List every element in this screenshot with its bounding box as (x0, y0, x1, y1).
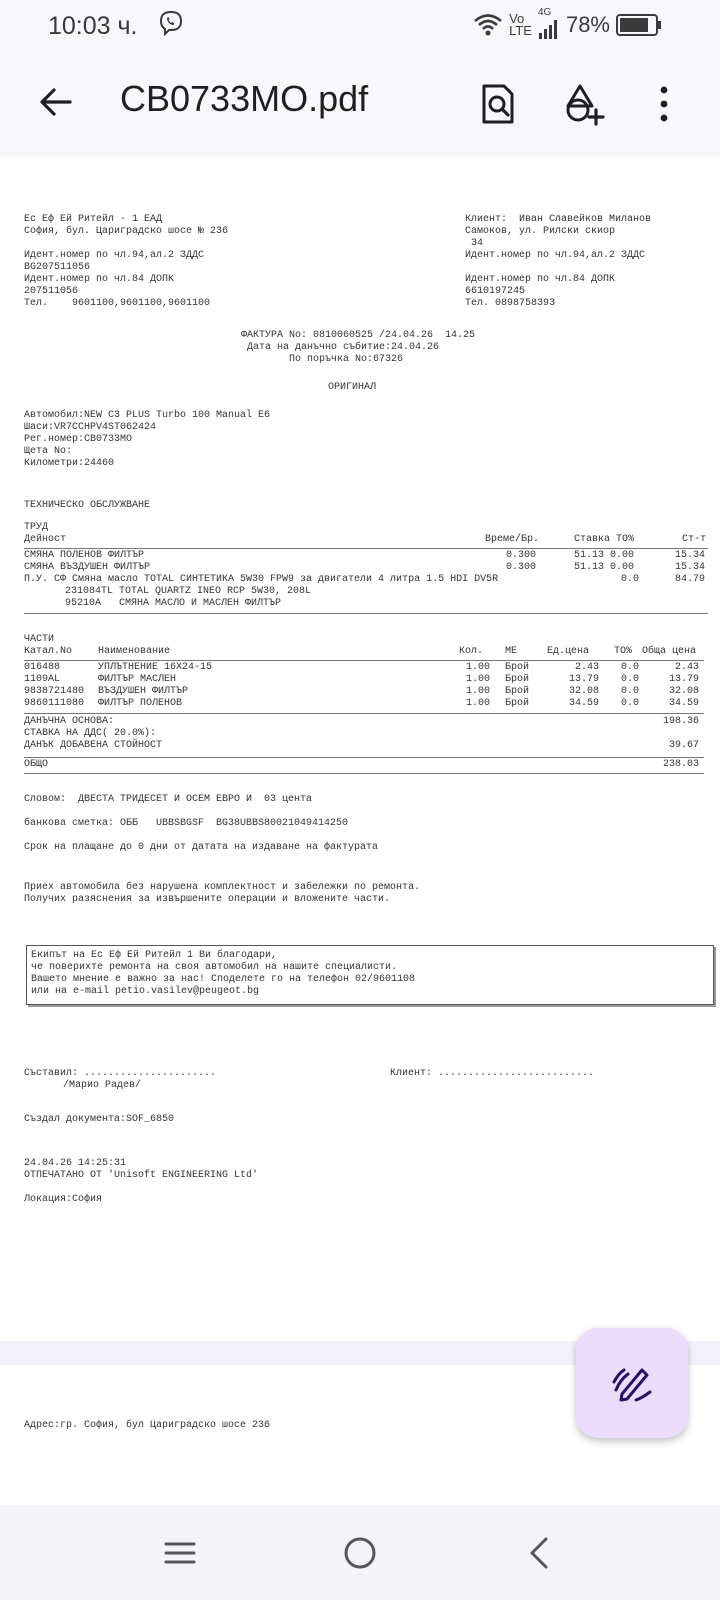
payment-term: Срок на плащане до 0 дни от датата на издаване на фактурата (24, 842, 379, 853)
feedback-line: че поверихте ремонта на своя автомобил на нашите специалисти. (31, 962, 398, 973)
pen-annotate-icon (610, 1360, 656, 1406)
battery-icon (616, 13, 662, 37)
parts-row-total: 34.59 (669, 698, 700, 709)
parts-row-name: ФИЛТЪР ПОЛЕНОВ (98, 698, 183, 709)
client-id: 6610197245 (465, 286, 526, 297)
labor-row-rate: 0.0 (621, 574, 640, 585)
parts-header-to: ТО% (614, 646, 633, 657)
seller-id-label: Идент.номер по чл.84 ДОПК (24, 274, 175, 285)
client-signature: Клиент: .......................... (390, 1068, 595, 1079)
seller-address: София, бул. Цариградско шосе № 236 (24, 226, 229, 237)
parts-row-name: УПЛЪТНЕНИЕ 16X24-15 (98, 662, 213, 673)
feedback-line: Екипът на Ес Еф Ей Ритейл 1 Ви благодари, (31, 950, 278, 961)
page2-address: Адрес:гр. София, бул Цариградско шосе 236 (24, 1420, 271, 1431)
invoice-order: По поръчка No:67326 (289, 354, 404, 365)
totals-rule (24, 757, 704, 758)
parts-title: ЧАСТИ (24, 634, 55, 645)
seller-vat: BG207511056 (24, 262, 91, 273)
parts-row-name: ФИЛТЪР МАСЛЕН (98, 674, 177, 685)
search-document-icon[interactable] (478, 82, 518, 126)
vehicle-reg: Рег.номер:CB0733MO (24, 434, 133, 445)
viber-icon (158, 10, 184, 36)
vehicle-chassis: Шаси:VR7CCHPV4ST062424 (24, 422, 157, 433)
received-note: Получих разяснения за извършените операции и вложените части. (24, 894, 391, 905)
signal-indicator (537, 7, 560, 39)
total-label: ОБЩО (24, 759, 49, 770)
parts-row-total: 2.43 (675, 662, 700, 673)
parts-row-unit: Брой (505, 662, 530, 673)
seller-id: 207511056 (24, 286, 79, 297)
tax-base-value: 198.36 (663, 716, 700, 727)
vehicle-brushes: Щета No: (24, 446, 73, 457)
feedback-line: Вашето мнение е важно за нас! Споделете го на телефон 02/9601108 (31, 974, 416, 985)
labor-row-rate: 51.13 0.00 (574, 562, 635, 573)
client-name: Клиент: Иван Славейков Миланов (465, 214, 652, 225)
add-shape-icon[interactable] (564, 82, 608, 126)
labor-row-name: П.У. СФ Смяна масло TOTAL СИНТЕТИКА 5W30 FPW9 за двигатели 4 литра 1.5 HDI DV5R (24, 574, 499, 585)
service-title: ТЕХНИЧЕСКО ОБСЛУЖВАНЕ (24, 500, 151, 511)
parts-row-price: 2.43 (575, 662, 600, 673)
client-id-label: Идент.номер по чл.84 ДОПК (465, 274, 616, 285)
network-vo: Vo (509, 11, 525, 26)
client-address1: Самоков, ул. Рилски скиор (465, 226, 616, 237)
document-title: CB0733MO.pdf (120, 78, 369, 119)
total-bottom-rule (24, 773, 704, 774)
client-phone: Тел. 0898758393 (465, 298, 556, 309)
parts-header-name: Наименование (98, 646, 171, 657)
network-gen: 4G (537, 7, 552, 18)
invoice-number: ФАКТУРА No: 0810060525 /24.04.26 14.25 (241, 330, 476, 341)
total-value: 238.03 (663, 759, 700, 770)
annotate-fab[interactable] (576, 1328, 688, 1438)
labor-header-value: Ст-т (682, 534, 707, 545)
parts-row-to: 0.0 (621, 662, 640, 673)
parts-row-price: 13.79 (569, 674, 600, 685)
system-nav-bar (0, 1505, 720, 1600)
labor-header-activity: Дейност (24, 534, 67, 545)
parts-row-qty: 1.00 (466, 686, 491, 697)
printed-at: 24.04.26 14:25:31 (24, 1158, 127, 1169)
received-note: Приех автомобила без нарушена комплектност и забележки по ремонта. (24, 882, 421, 893)
parts-header-unit: МЕ (505, 646, 518, 657)
parts-header-total: Обща цена (642, 646, 697, 657)
recent-apps-icon[interactable] (162, 1535, 198, 1571)
parts-header-price: Ед.цена (547, 646, 590, 657)
parts-row-to: 0.0 (621, 674, 640, 685)
parts-header-qty: Кол. (459, 646, 484, 657)
vat-value: 39.67 (669, 740, 700, 751)
labor-sub-line: 231084TL TOTAL QUARTZ INEO RCP 5W30, 208L (65, 586, 312, 597)
parts-row-catno: 1109AL (24, 674, 61, 685)
client-address2: 34 (465, 238, 484, 249)
parts-row-to: 0.0 (621, 686, 640, 697)
status-time: 10:03 ч. (48, 12, 138, 40)
parts-row-name: ВЪЗДУШЕН ФИЛТЪР (98, 686, 189, 697)
location: Локация:София (24, 1194, 103, 1205)
tax-base-label: ДАНЪЧНА ОСНОВА: (24, 716, 115, 727)
labor-row-value: 15.34 (675, 550, 706, 561)
vehicle-model: Автомобил:NEW C3 PLUS Turbo 100 Manual E6 (24, 410, 271, 421)
parts-row-qty: 1.00 (466, 698, 491, 709)
labor-row-rate: 51.13 0.00 (574, 550, 635, 561)
status-bar (0, 0, 720, 50)
parts-row-total: 32.08 (669, 686, 700, 697)
battery-percent: 78% (565, 12, 610, 37)
parts-header-rule (24, 660, 704, 661)
parts-row-to: 0.0 (621, 698, 640, 709)
home-icon[interactable] (342, 1535, 378, 1571)
parts-row-qty: 1.00 (466, 674, 491, 685)
labor-sub-line: 95210A СМЯНА МАСЛО И МАСЛЕН ФИЛТЪР (65, 598, 282, 609)
amount-in-words: Словом: ДВЕСТА ТРИДЕСЕТ И ОСЕМ ЕВРО И 03 цента (24, 794, 313, 805)
seller-name: Ес Еф Ей Ритейл - 1 ЕАД (24, 214, 163, 225)
labor-row-time: 0.300 (506, 550, 537, 561)
labor-row-name: СМЯНА ВЪЗДУШЕН ФИЛТЪР (24, 562, 151, 573)
back-arrow-icon[interactable] (36, 82, 76, 122)
created-by: Създал документа:SOF_6850 (24, 1114, 175, 1125)
parts-row-catno: 9838721480 (24, 686, 85, 697)
vat-label: ДАНЪК ДОБАВЕНА СТОЙНОСТ (24, 740, 163, 751)
invoice-tax-date: Дата на данъчно събитие:24.04.26 (247, 342, 440, 353)
network-lte: LTE (509, 23, 532, 38)
parts-row-price: 32.08 (569, 686, 600, 697)
parts-header-catno: Катал.No (24, 646, 73, 657)
volte-indicator (509, 13, 532, 37)
feedback-box (26, 945, 714, 1005)
pdf-page-1[interactable] (0, 158, 720, 1341)
labor-row-time: 0.300 (506, 562, 537, 573)
labor-row-name: СМЯНА ПОЛЕНОВ ФИЛТЪР (24, 550, 145, 561)
composed-name: /Марио Радев/ (63, 1080, 142, 1091)
parts-row-unit: Брой (505, 674, 530, 685)
parts-row-total: 13.79 (669, 674, 700, 685)
parts-row-qty: 1.00 (466, 662, 491, 673)
labor-bottom-rule (24, 613, 708, 614)
feedback-line: или на e-mail petio.vasilev@peugeot.bg (31, 986, 260, 997)
labor-row-value: 84.79 (675, 574, 706, 585)
parts-row-unit: Брой (505, 686, 530, 697)
status-icons (473, 7, 662, 40)
parts-row-price: 34.59 (569, 698, 600, 709)
vat-rate-label: СТАВКА НА ДДС( 20.0%): (24, 728, 157, 739)
signal-icon (538, 19, 560, 39)
labor-header-rule (24, 548, 708, 549)
seller-vat-label: Идент.номер по чл.94,ал.2 ЗДДС (24, 250, 205, 261)
labor-title: ТРУД (24, 522, 49, 533)
parts-row-catno: 9860111080 (24, 698, 85, 709)
invoice-original: ОРИГИНАЛ (328, 382, 377, 393)
labor-row-value: 15.34 (675, 562, 706, 573)
vehicle-km: Километри:24460 (24, 458, 115, 469)
parts-bottom-rule (24, 713, 704, 714)
client-vat-label: Идент.номер по чл.94,ал.2 ЗДДС (465, 250, 646, 261)
parts-row-catno: 016488 (24, 662, 61, 673)
more-vert-icon[interactable] (654, 82, 674, 126)
seller-phone: Тел. 9601100,9601100,9601100 (24, 298, 211, 309)
parts-row-unit: Брой (505, 698, 530, 709)
bank-account: банкова сметка: ОББ UBBSBGSF BG38UBBS80021049414250 (24, 818, 349, 829)
wifi-icon (473, 13, 503, 37)
app-bar (0, 50, 720, 158)
composed-by: Съставил: ...................... (24, 1068, 217, 1079)
nav-back-icon[interactable] (522, 1535, 558, 1571)
labor-header-time: Време/Бр. (485, 534, 540, 545)
printed-by: ОТПЕЧАТАНО ОТ 'Unisoft ENGINEERING Ltd' (24, 1170, 259, 1181)
labor-header-rate: Ставка ТО% (574, 534, 635, 545)
